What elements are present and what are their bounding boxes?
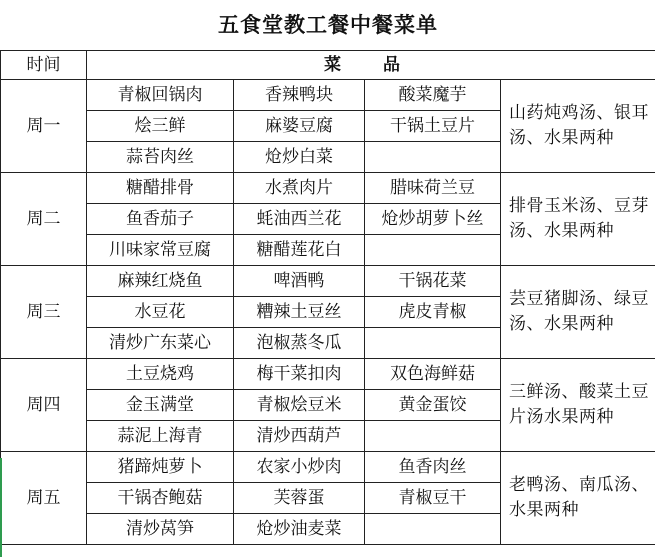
dish-cell: 干锅杏鲍菇 [87,483,234,514]
dish-cell: 土豆烧鸡 [87,359,234,390]
dish-cell: 蒜泥上海青 [87,421,234,452]
soup-cell: 芸豆猪脚汤、绿豆汤、水果两种 [501,266,655,359]
dish-cell: 啤酒鸭 [234,266,365,297]
day-label: 周五 [1,452,87,545]
dish-cell: 芙蓉蛋 [234,483,365,514]
dish-cell: 蚝油西兰花 [234,204,365,235]
dish-cell: 炝炒油麦菜 [234,514,365,545]
day-label: 周三 [1,266,87,359]
day-label: 周二 [1,173,87,266]
header-row [1,51,655,80]
dish-cell: 黄金蛋饺 [365,390,501,421]
dish-cell: 干锅花菜 [365,266,501,297]
dish-cell: 炝炒胡萝卜丝 [365,204,501,235]
dish-row [1,266,655,297]
dish-cell [365,142,501,173]
dish-cell: 炝炒白菜 [234,142,365,173]
soup-cell: 排骨玉米汤、豆芽汤、水果两种 [501,173,655,266]
dish-cell: 金玉满堂 [87,390,234,421]
dish-cell: 糖醋莲花白 [234,235,365,266]
day-label: 周四 [1,359,87,452]
time-header: 时间 [1,51,87,80]
dishes-header: 菜 品 [87,51,655,80]
dish-cell: 清炒广东菜心 [87,328,234,359]
dish-row [1,173,655,204]
menu-title: 五食堂教工餐中餐菜单 [1,0,655,51]
dish-cell: 鱼香肉丝 [365,452,501,483]
soup-cell: 老鸭汤、南瓜汤、 水果两种 [501,452,655,545]
dish-cell: 青椒豆干 [365,483,501,514]
dish-cell: 蒜苔肉丝 [87,142,234,173]
dish-row [1,80,655,111]
soup-cell: 山药炖鸡汤、银耳汤、水果两种 [501,80,655,173]
dish-cell: 烩三鲜 [87,111,234,142]
dish-cell: 水煮肉片 [234,173,365,204]
dish-cell: 麻婆豆腐 [234,111,365,142]
dish-cell: 农家小炒肉 [234,452,365,483]
dish-cell [365,514,501,545]
dish-cell: 香辣鸭块 [234,80,365,111]
dish-cell: 川味家常豆腐 [87,235,234,266]
dish-cell: 清炒西葫芦 [234,421,365,452]
dish-cell: 猪蹄炖萝卜 [87,452,234,483]
dish-cell: 清炒莴笋 [87,514,234,545]
dish-cell [365,235,501,266]
title-row [1,0,655,51]
dish-row [1,452,655,483]
dish-cell: 干锅土豆片 [365,111,501,142]
dish-cell: 糖醋排骨 [87,173,234,204]
dish-cell: 麻辣红烧鱼 [87,266,234,297]
row-marker [0,458,2,557]
dish-cell: 青椒烩豆米 [234,390,365,421]
dish-cell: 双色海鲜菇 [365,359,501,390]
soup-cell: 三鲜汤、酸菜土豆片汤水果两种 [501,359,655,452]
dish-row [1,359,655,390]
dish-cell: 青椒回锅肉 [87,80,234,111]
dish-cell [365,328,501,359]
dish-cell: 泡椒蒸冬瓜 [234,328,365,359]
dish-cell: 糟辣土豆丝 [234,297,365,328]
dish-cell [365,421,501,452]
dish-cell: 腊味荷兰豆 [365,173,501,204]
day-label: 周一 [1,80,87,173]
dish-cell: 水豆花 [87,297,234,328]
dish-cell: 酸菜魔芋 [365,80,501,111]
dish-cell: 鱼香茄子 [87,204,234,235]
dish-cell: 虎皮青椒 [365,297,501,328]
dish-cell: 梅干菜扣肉 [234,359,365,390]
